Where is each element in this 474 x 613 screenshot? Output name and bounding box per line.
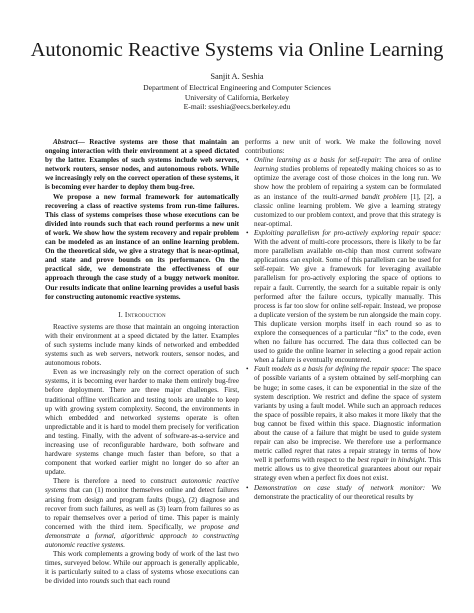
section-heading-introduction: I. Introduction — [118, 309, 166, 319]
contribution-text: [1], [2], a classic online learning problem. We give a learning strategy customized to our problem context, and prove that this strategy is near-optimal. — [254, 192, 442, 228]
abstract-paragraph-1 — [45, 138, 239, 193]
intro-paragraph-2: Even as we increasingly rely on the correct operation of such systems, it is becoming ever harder to make them entirely bug-free before deployment. There are three major challenges. First, traditional offline verification and testing tools are unable to keep up with growing system complexity. Second, the environments in which embedded and networked systems operate is often unpredictable and it is hard to model them precisely for verification and testing. Finally, with the advent of software-as-a-service and increasing use of reconfigurable hardware, both software and hardware systems change much faster than before, so that a component that worked earlier might no longer do so after an update. — [45, 368, 239, 477]
contribution-emphasis: multi-armed bandit problem — [322, 192, 407, 201]
contributions-body — [245, 138, 441, 502]
contributions-intro: performs a new unit of work. We make the following novel contributions: — [245, 138, 441, 156]
intro-paragraph-1: Reactive systems are those that maintain an ongoing interaction with their environment at a speed dictated by the latter. Examples of such systems include many kinds of networked and embedded systems such as web servers, network routers, sensor nodes, and autonomous robots. — [45, 322, 239, 368]
intro-p3-text-a: There is therefore a need to construct — [53, 477, 182, 486]
contribution-emphasis: best repair in hindsight — [357, 456, 425, 465]
intro-paragraph-3 — [45, 477, 239, 550]
intro-p4-text-b: such that each round — [109, 577, 170, 586]
author-email: E-mail: sseshia@eecs.berkeley.edu — [183, 102, 291, 112]
author-department: Department of Electrical Engineering and Computer Sciences — [143, 82, 331, 92]
contribution-text: With the advent of multi-core processors, there is likely to be far more parallelism available on-chip than most current software applications can exploit. Some of this parallelism can be used for self-repair. We give a framework for leveraging available parallelism for pro-actively exploring the space of options to repair a fault. Currently, the search for a suitable repair is only performed after the failure occurs, typically manually. This process is far too slow for online self-repair. Instead, we propose a duplicate version of the system be run alongside the main copy. This duplicate version morphs itself in each round so as to explore the consequences of a particular “fix” to the code, even when no failure has occurred. The data thus collected can be used to guide the online learner in selecting a good repair action when a failure is eventually encountered. — [254, 238, 441, 365]
contribution-item-parallelism — [245, 229, 441, 365]
author-name: Sanjit A. Seshia — [210, 72, 264, 81]
author-block — [0, 72, 474, 112]
contributions-list — [245, 156, 441, 502]
bullet-icon: • — [246, 156, 249, 165]
intro-paragraph-4 — [45, 550, 239, 586]
contribution-text: studies problems of repeatedly making choices so as to optimize the average cost of those choices in the long run. We show how the problem of repairing a system can be formulated as an instance of the — [254, 165, 441, 201]
abstract-text-1: — Reactive systems are those that maintain an ongoing interaction with their environment at a speed dictated by the latter. Examples of such systems include web servers, network routers, sensor nodes, and autonomous robots. While we increasingly rely on the correct operation of these systems, it is becoming ever harder to deploy them bug-free. — [45, 138, 239, 192]
contribution-item-fault-models — [245, 365, 441, 483]
bullet-icon: • — [246, 365, 249, 374]
contribution-emphasis: regret — [294, 447, 312, 456]
contribution-text: The space of possible variants of a system obtained by self-morphing can be huge; in some cases, it can be exponential in the size of the system description. We restrict and define the space of system variants by using a fault model. While such an approach reduces the space of possible repairs, it also makes it more likely that the bug cannot be fixed within this space. Diagnostic information about the cause of a failure that might be used to guide system repair can also be imprecise. We therefore use a performance metric called — [254, 365, 441, 456]
contribution-heading: Exploiting parallelism for pro-actively exploring repair space: — [254, 228, 441, 237]
contribution-heading: Online learning as a basis for self-repair: — [254, 156, 382, 165]
intro-p3-emphasis-b: we propose and demonstrate a formal, algorithmic approach to constructing autonomic reactive systems. — [45, 522, 239, 550]
abstract — [45, 138, 239, 302]
contribution-text: . This metric allows us to give theoretical guarantees about our repair strategy even when a perfect fix does not exist. — [254, 456, 441, 483]
paper-title: Autonomic Reactive Systems via Online Learning — [30, 39, 444, 61]
right-column — [245, 138, 441, 502]
bullet-icon: • — [246, 483, 249, 492]
contribution-emphasis: online learning — [254, 156, 441, 174]
intro-p3-emphasis-a: autonomic reactive systems — [45, 477, 239, 495]
author-university: University of California, Berkeley — [184, 92, 290, 102]
intro-p3-text-b: that can (1) monitor themselves online and detect failures arising from design and program faults (bugs), (2) diagnose and recover from such failures, as well as (3) learn from failures so as to repair themselves over a period of time. This paper is mainly concerned with the third item. Specifically, — [45, 486, 239, 531]
contribution-item-case-study — [245, 484, 441, 502]
contribution-heading: Fault models as a basis for defining the repair space: — [254, 365, 410, 374]
abstract-paragraph-2: We propose a new formal framework for automatically recovering a class of reactive systems from run-time failures. This class of systems comprises those whose executions can be divided into rounds such that each round performs a new unit of work. We show how the system recovery and repair problem can be modeled as an instance of an online learning problem. On the theoretical side, we give a strategy that is near-optimal, and state and prove bounds on its performance. On the practical side, we demonstrate the effectiveness of our approach through the case study of a buggy network monitor. Our results indicate that online learning provides a useful basis for constructing autonomic reactive systems. — [45, 192, 239, 301]
contribution-text: that rates a repair strategy in terms of how well it performs with respect to the — [254, 447, 441, 465]
introduction-body — [45, 323, 239, 587]
contribution-item-online-learning — [245, 156, 441, 229]
intro-p4-text-a: This work complements a growing body of work of the last two times, surveyed below. While our approach is generally applicable, it is particularly suited to a class of systems whose executions can be divided into — [45, 550, 239, 586]
left-column — [45, 138, 239, 587]
bullet-icon: • — [246, 228, 249, 237]
contribution-heading: Demonstration on case study of network monitor: — [254, 483, 426, 492]
intro-p4-emphasis: rounds — [89, 577, 110, 586]
contribution-text: The area of — [381, 156, 424, 165]
contribution-text: We demonstrate the practicality of our theoretical results by — [254, 483, 441, 501]
abstract-lead: Abstract — [53, 138, 78, 146]
